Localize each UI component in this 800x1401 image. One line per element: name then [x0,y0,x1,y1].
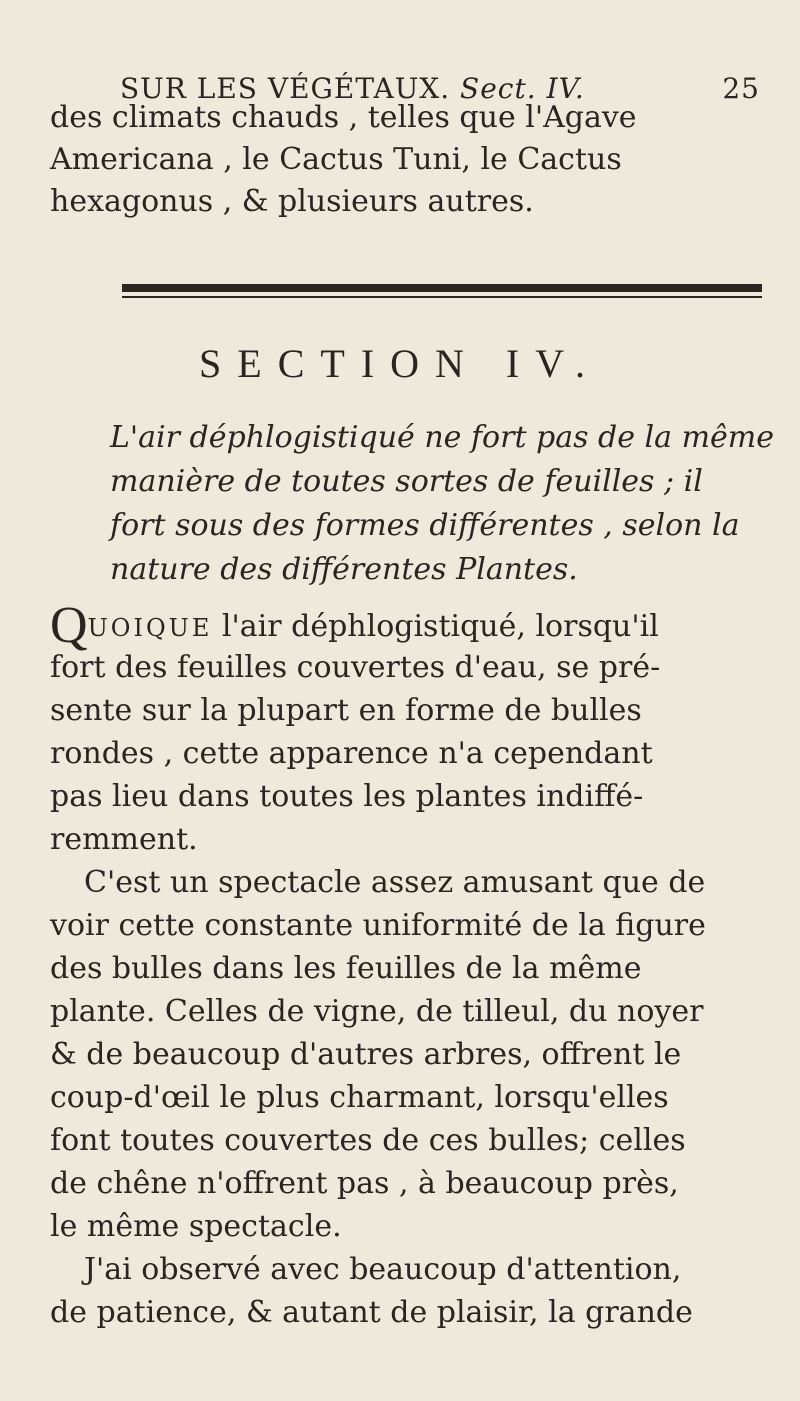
section-divider-thin [122,296,762,298]
first-word: UOIQUE [87,614,213,642]
body-line-10: plante. Celles de vigne, de tilleul, du noyer [50,994,704,1029]
section-divider [122,284,762,292]
body-line-2: fort des feuilles couvertes d'eau, se pré- [50,650,661,685]
section-summary-line-2: manière de toutes sortes de feuilles ; il [110,464,703,499]
body-line-15: le même spectacle. [50,1209,342,1244]
body-line-14: de chêne n'offrent pas , à beaucoup près, [50,1166,679,1201]
body-line-13: font toutes couvertes de ces bulles; celles [50,1123,686,1158]
running-title: SUR LES VÉGÉTAUX. [120,72,451,105]
page-number: 25 [722,72,760,105]
body-line-3: sente sur la plupart en forme de bulles [50,693,642,728]
body-line-12: coup-d'œil le plus charmant, lorsqu'elles [50,1080,669,1115]
body-line-8: voir cette constante uniformité de la figure [50,908,706,943]
intro-line-3: hexagonus , & plusieurs autres. [50,184,534,219]
section-summary-line-1: L'air déphlogistiqué ne fort pas de la même [110,420,774,455]
body-line-17: de patience, & autant de plaisir, la grande [50,1295,693,1330]
body-line-11: & de beaucoup d'autres arbres, offrent le [50,1037,682,1072]
intro-line-1: des climats chauds , telles que l'Agave [50,100,637,135]
body-line-7: C'est un spectacle assez amusant que de [84,865,706,900]
section-summary-line-3: fort sous des formes différentes , selon la [110,508,740,543]
body-line-16: J'ai observé avec beaucoup d'attention, [84,1252,682,1287]
section-title: SECTION IV. [199,341,601,386]
body-line-4: rondes , cette apparence n'a cependant [50,736,653,771]
body-line-5: pas lieu dans toutes les plantes indiffé- [50,779,644,814]
body-line-9: des bulles dans les feuilles de la même [50,951,642,986]
body-line-6: remment. [50,822,198,857]
body-line-1 [50,597,770,654]
section-summary-line-4: nature des différentes Plantes. [110,552,578,587]
drop-cap: Q [50,597,88,654]
section-reference: Sect. IV. [460,72,585,105]
body-line-1-text: l'air déphlogistiqué, lorsqu'il [212,609,659,644]
intro-line-2: Americana , le Cactus Tuni, le Cactus [50,142,622,177]
